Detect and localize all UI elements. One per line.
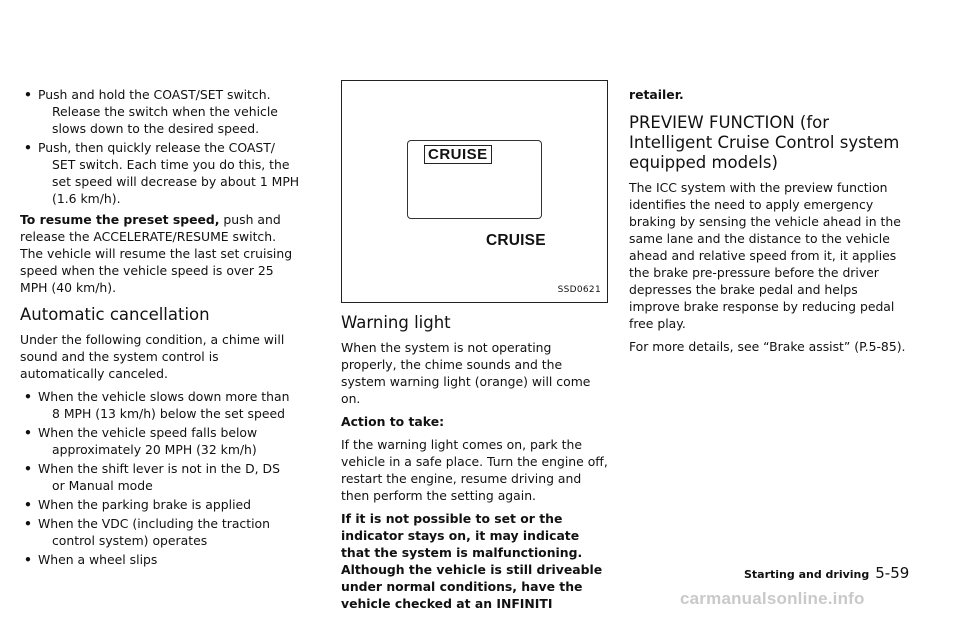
page-footer	[744, 564, 909, 582]
cruise-indicator-icon: CRUISE	[424, 145, 492, 164]
bullet-icon: •	[24, 497, 32, 512]
bullet-icon: •	[24, 516, 32, 531]
bullet-icon: •	[24, 552, 32, 567]
retailer-continuation: retailer.	[629, 87, 684, 102]
resume-text: push and release the ACCELERATE/RESUME switch. The vehicle will resume the last set cruising speed when the vehicle speed is over 25 MPH (40 km/h).	[20, 212, 293, 295]
column-2	[341, 80, 608, 618]
meter-display-illustration	[407, 140, 542, 219]
list-item: • When the parking brake is applied	[24, 497, 251, 512]
list-item: • Push, then quickly release the COAST/ SET switch. Each time you do this, the set speed will decrease by about 1 MPH (1.6 km/h).	[24, 140, 300, 206]
column-1	[20, 86, 302, 572]
malfunction-warning: If it is not possible to set or the indicator stays on, it may indicate that the system is malfunctioning. Although the vehicle is still driveable under normal conditions, have the vehicle checked at an INFINITI	[341, 511, 603, 611]
figure-code: SSD0621	[557, 285, 601, 295]
preview-paragraph: The ICC system with the preview function identifies the need to apply emergency braking by sensing the vehicle ahead in the same lane and the distance to the vehicle ahead and relative speed from it, it applies the brake pre-pressure before the driver depresses the brake pedal and helps improve brake response by reducing pedal free play.	[629, 180, 901, 331]
bullet-icon: •	[24, 140, 32, 155]
action-paragraph: If the warning light comes on, park the vehicle in a safe place. Turn the engine off, restart the engine, resume driving and then perform the setting again.	[341, 437, 608, 503]
list-item: • When the VDC (including the traction control system) operates	[24, 516, 270, 548]
figure-label: CRUISE	[486, 232, 546, 249]
cruise-indicator-figure	[341, 80, 608, 303]
auto-cancel-list	[20, 388, 302, 568]
auto-cancel-paragraph: Under the following condition, a chime will sound and the system control is automatically canceled.	[20, 332, 285, 381]
page-number: 5-59	[875, 564, 910, 582]
section-heading-warning-light: Warning light	[341, 313, 451, 332]
bullet-icon: •	[24, 87, 32, 102]
resume-label: To resume the preset speed,	[20, 212, 220, 227]
column-3	[629, 86, 911, 361]
reference-paragraph: For more details, see “Brake assist” (P.5-85).	[629, 339, 906, 354]
bullet-icon: •	[24, 425, 32, 440]
section-heading-preview-function: PREVIEW FUNCTION (for Intelligent Cruise Control system equipped models)	[629, 113, 900, 172]
bullet-icon: •	[24, 461, 32, 476]
section-heading-automatic-cancellation: Automatic cancellation	[20, 305, 210, 324]
warning-paragraph: When the system is not operating properly, the chime sounds and the system warning light (orange) will come on.	[341, 340, 591, 406]
list-item: • When the vehicle speed falls below approximately 20 MPH (32 km/h)	[24, 425, 258, 457]
list-item: • When the shift lever is not in the D, DS or Manual mode	[24, 461, 280, 493]
list-item: • When the vehicle slows down more than 8 MPH (13 km/h) below the set speed	[24, 389, 290, 421]
watermark: carmanualsonline.info	[680, 589, 865, 608]
list-item: • When a wheel slips	[24, 552, 158, 567]
coast-bullet-list	[20, 86, 302, 207]
bullet-icon: •	[24, 389, 32, 404]
section-name: Starting and driving	[744, 568, 870, 581]
action-label: Action to take:	[341, 414, 445, 429]
list-item: • Push and hold the COAST/SET switch. Release the switch when the vehicle slows down to the desired speed.	[24, 87, 278, 136]
resume-paragraph	[20, 211, 302, 296]
